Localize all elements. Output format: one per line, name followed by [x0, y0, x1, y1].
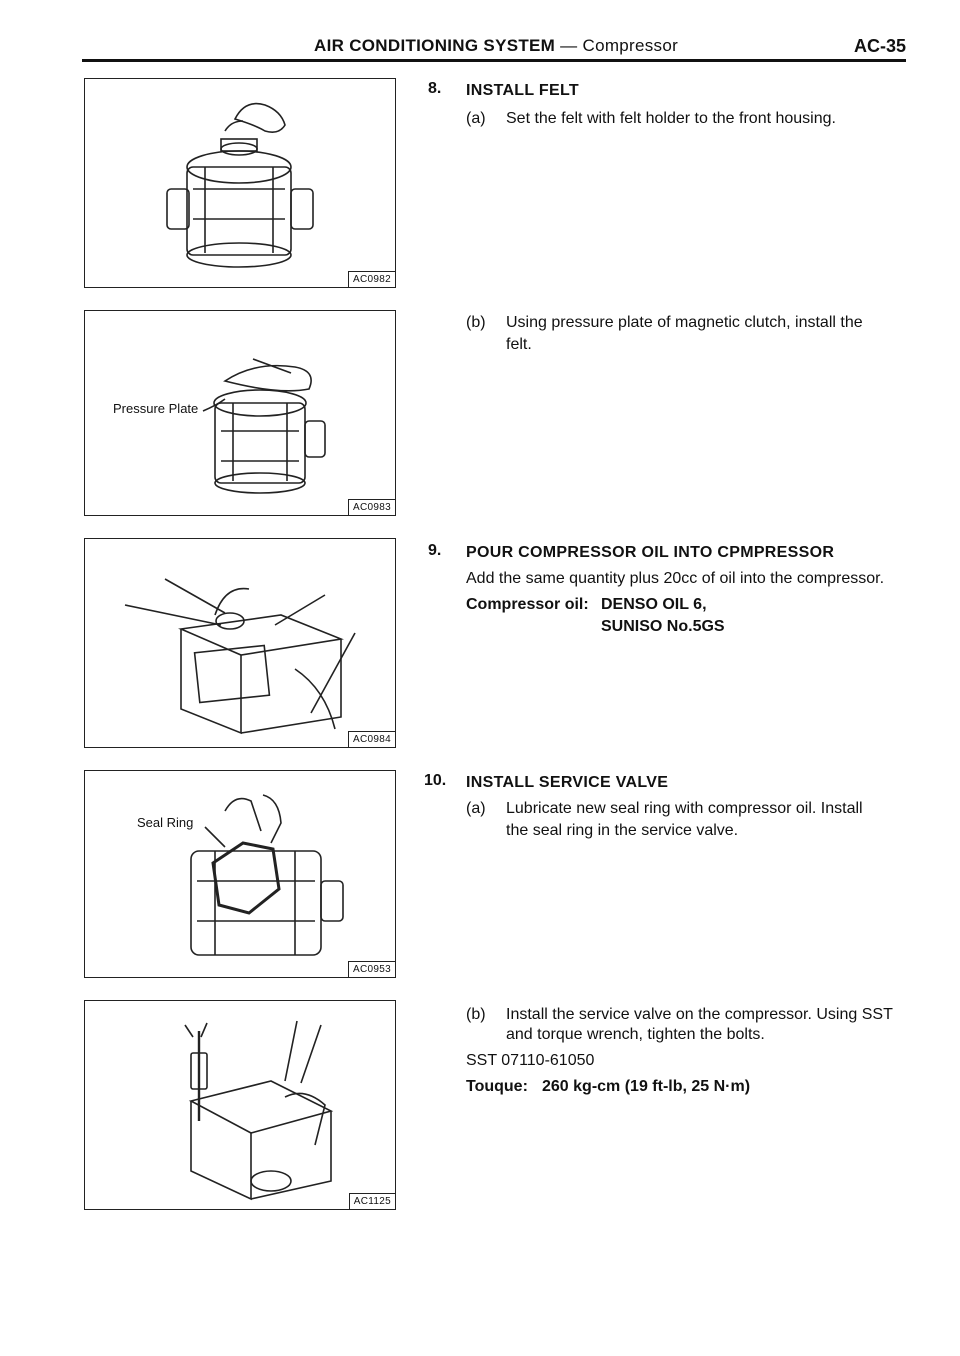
substep-label: (b): [466, 314, 486, 331]
step-number: 9.: [428, 542, 442, 559]
torque-label: Touque:: [466, 1078, 528, 1095]
page-title: [314, 36, 678, 56]
substep-text: and torque wrench, tighten the bolts.: [506, 1026, 765, 1043]
figure-seal-ring: [84, 770, 396, 978]
compressor-felt-illustration: [85, 79, 395, 287]
figure-pressure-plate: [84, 310, 396, 516]
step-title: INSTALL SERVICE VALVE: [466, 774, 669, 791]
figure-pour-oil: [84, 538, 396, 748]
torque-value: 260 kg-cm (19 ft-lb, 25 N·m): [542, 1078, 751, 1095]
section-title: AIR CONDITIONING SYSTEM: [314, 36, 556, 55]
page-number: AC-35: [853, 36, 906, 56]
seal-ring-illustration: [85, 771, 395, 977]
sst-number: SST 07110-61050: [466, 1052, 595, 1069]
step-title: POUR COMPRESSOR OIL INTO CPMPRESSOR: [466, 544, 835, 561]
header-rule: [82, 59, 906, 62]
step-number: 10.: [424, 772, 447, 789]
step-text: Add the same quantity plus 20cc of oil into the compressor.: [466, 570, 885, 587]
step-number: 8.: [428, 80, 442, 97]
substep-text: Install the service valve on the compressor. Using SST: [506, 1006, 893, 1023]
pressure-plate-callout: Pressure Plate: [113, 401, 199, 416]
substep-label: (b): [466, 1006, 486, 1023]
seal-ring-callout: Seal Ring: [137, 815, 194, 830]
substep-text: the seal ring in the service valve.: [506, 822, 739, 839]
figure-code: AC0984: [348, 731, 395, 747]
substep-text: Set the felt with felt holder to the front housing.: [506, 110, 836, 127]
page-header: [80, 36, 906, 60]
figure-code: AC1125: [349, 1193, 395, 1209]
substep-text: Using pressure plate of magnetic clutch, install the: [506, 314, 863, 331]
oil-spec: SUNISO No.5GS: [601, 618, 725, 635]
substep-text: Lubricate new seal ring with compressor oil. Install: [506, 800, 863, 817]
figure-code: AC0983: [348, 499, 395, 515]
subsection-title: — Compressor: [555, 36, 679, 55]
service-valve-illustration: [85, 1001, 395, 1209]
figure-code: AC0982: [348, 271, 395, 287]
oil-spec: DENSO OIL 6,: [601, 596, 707, 613]
figure-service-valve: [84, 1000, 396, 1210]
substep-label: (a): [466, 110, 486, 127]
figure-code: AC0953: [348, 961, 395, 977]
step-title: INSTALL FELT: [466, 82, 579, 99]
pour-oil-illustration: [85, 539, 395, 747]
substep-label: (a): [466, 800, 486, 817]
oil-label: Compressor oil:: [466, 596, 589, 613]
figure-install-felt: [84, 78, 396, 288]
substep-text: felt.: [506, 336, 532, 353]
